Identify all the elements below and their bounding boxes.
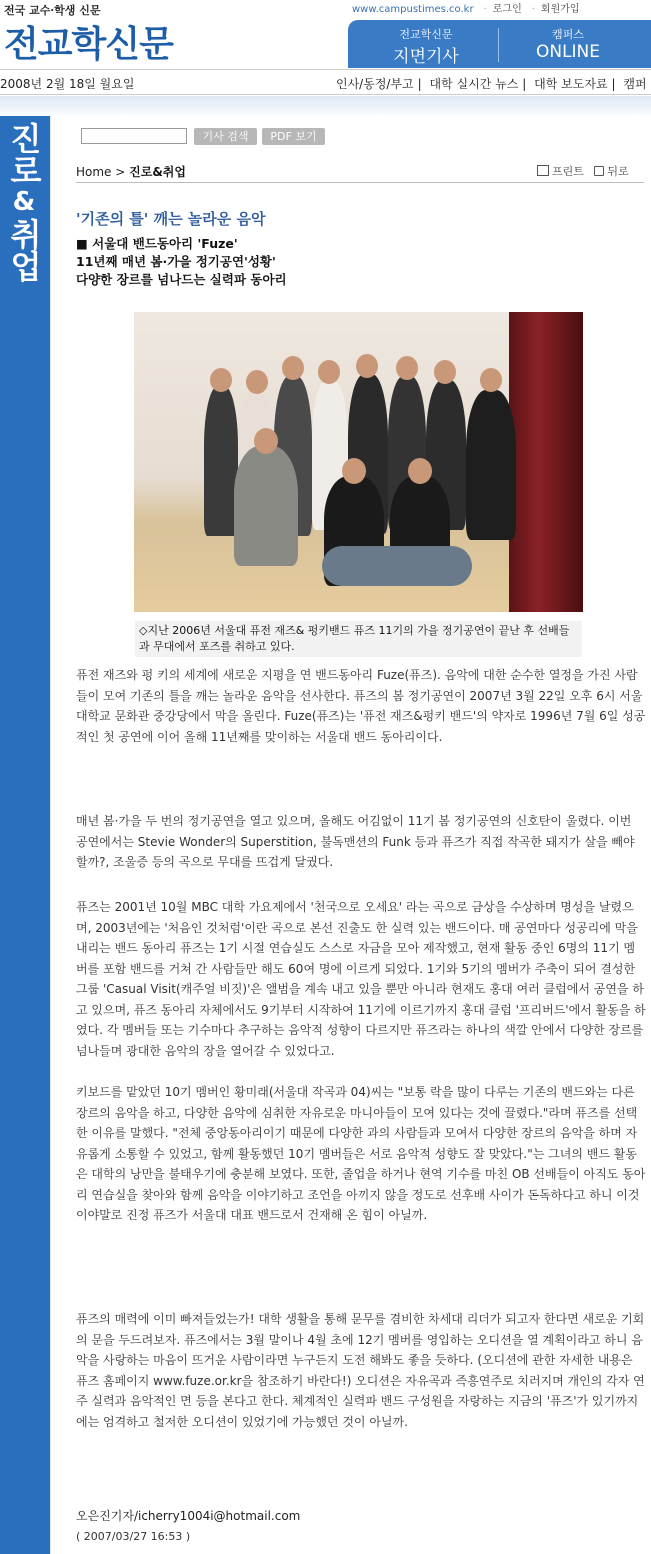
site-tagline: 전국 교수·학생 신문 [4, 4, 101, 17]
section-sidebar [0, 116, 50, 1554]
article-tools [537, 163, 629, 179]
article-subhead-1: ■ 서울대 밴드동아리 'Fuze' [76, 236, 238, 251]
join-link[interactable]: 회원가입 [540, 4, 580, 15]
breadcrumb-home[interactable]: Home [76, 165, 112, 179]
section-tabs [348, 20, 651, 68]
pdf-view-button[interactable]: PDF 보기 [262, 128, 325, 145]
article-subhead-3: 다양한 장르를 넘나드는 실력파 동아리 [76, 272, 287, 287]
article-paragraph: 퓨즈의 매력에 이미 빠져들었는가! 대학 생활을 통해 문무를 겸비한 차세대 리더가 되고자 한다면 새로운 기회의 문을 두드려보자. 퓨즈에서는 3월 말이나 4월 초에 12기 멤버를 영입하는 오디션을 열 계획이라고 하니 음악을 사랑하는 마음이 뜨거운 사람이라면 누구든지 도전 해봐도 좋을 듯하다. (오디션에 관한 자세한 내용은 퓨즈 홈페이지 www.fuze.or.kr을 참조하기 바란다!) 오디션은 자유곡과 즉흥연주로 치러지며 개인의 각자 연주 실력과 음악적인 면 등을 본다고 한다. 체계적인 실력파 밴드 구성원을 자랑하는 지금의 '퓨즈'가 있기까지에는 엄격하고 철저한 오디션이 있었기에 가능했던 것이 아닐까. [76, 1312, 645, 1429]
news-links: 인사/동정/부고 | 대학 실시간 뉴스 | 대학 보도자료 | 캠퍼 [336, 77, 647, 91]
article-paragraph: 퓨전 재즈와 펑 키의 세계에 새로운 지평을 연 밴드동아리 Fuze(퓨즈). 음악에 대한 순수한 열정을 가진 사람들이 모여 기존의 틀을 깨는 놀라운 음악을 선사한다. 퓨즈의 봄 정기공연이 2007년 3월 22일 오후 6시 서울대학교 문화관 중강당에서 막을 올린다. Fuze(퓨즈)는 '퓨전 재즈&펑키 밴드'의 약자로 1996년 7월 6일 성공적인 첫 공연에 이어 올해 11년째를 맞이하는 서울대 밴드 동아리이다. [76, 668, 646, 744]
breadcrumb-chevron-icon: > [115, 165, 126, 179]
tab-online[interactable] [498, 26, 638, 62]
news-link-campus[interactable]: 캠퍼 [623, 77, 647, 91]
photo-caption: ◇지난 2006년 서울대 퓨전 재즈& 펑키밴드 퓨즈 11기의 가을 정기공연이 끝난 후 선배들과 무대에서 포즈를 취하고 있다. [135, 621, 582, 657]
tab-online-small: 캠퍼스 [552, 28, 584, 41]
site-logo[interactable]: 전교학신문 [4, 24, 173, 65]
article-author[interactable]: 오은진기자/icherry1004i@hotmail.com [76, 1509, 301, 1523]
article-subhead-2: 11년째 매년 봄·가을 정기공연'성황' [76, 254, 276, 269]
tab-online-big: ONLINE [535, 42, 601, 62]
site-header [0, 0, 651, 68]
photo-band-group [204, 346, 524, 606]
article-photo [134, 312, 583, 612]
article-paragraph: 퓨즈는 2001년 10월 MBC 대학 가요제에서 '천국으로 오세요' 라는 곡으로 금상을 수상하며 명성을 날렸으며, 2003년에는 '처음인 것처럼'이란 곡으로 본선 진출도 한 실력 있는 밴드이다. 매 공연마다 성공리에 막을 내리는 밴드 동아리 퓨즈는 1기 시절 연습실도 스스로 자금을 모아 제작했고, 현재 활동 중인 6명의 11기 멤버를 포함 밴드를 거쳐 간 사람들만 해도 60여 명에 이르게 되었다. 1기와 5기의 멤버가 주축이 되어 결성한 그룹 'Casual Visit(캐주얼 비짓)'은 앨범을 계속 내고 있을 뿐만 아니라 현재도 홍대 여러 클럽에서 공연을 하고 있으며, 퓨즈 동아리 자체에서도 9기부터 시작하여 11기에 이르기까지 홍대 클럽 '프리버드'에서 활동을 하였다. 각 멤버들 또는 기수마다 추구하는 음악적 성향이 다르지만 퓨즈라는 하나의 색깔 안에서 다양한 장르를 넘나들며 광대한 음악의 장을 열어갈 수 있었다고. [76, 900, 646, 1058]
print-link[interactable]: 프린트 [552, 165, 584, 178]
section-title-part2: 취업 [5, 218, 43, 282]
site-url[interactable]: www.campustimes.co.kr [352, 4, 474, 15]
back-icon[interactable] [594, 166, 604, 176]
search-input[interactable] [81, 128, 187, 144]
article-search-button[interactable]: 기사 검색 [194, 128, 257, 145]
tab-print-small: 전교학신문 [399, 28, 453, 41]
current-date: 2008년 2월 18일 월요일 [0, 77, 135, 91]
breadcrumb-section[interactable]: 진로&취업 [129, 165, 186, 179]
section-title-part1: 진로 [5, 122, 43, 186]
news-link-realtime[interactable]: 대학 실시간 뉴스 [429, 77, 519, 91]
date-bar [0, 69, 651, 95]
article-content [50, 116, 651, 1554]
article-subheads [76, 235, 287, 289]
printer-icon[interactable] [537, 165, 549, 176]
news-link-press[interactable]: 대학 보도자료 [534, 77, 608, 91]
breadcrumb-divider [76, 182, 644, 183]
login-link[interactable]: 로그인 [492, 4, 522, 15]
article-paragraph: 매년 봄·가을 두 번의 정기공연을 열고 있으며, 올해도 어김없이 11기 봄 정기공연의 신호탄이 울렸다. 이번 공연에서는 Stevie Wonder의 Superstition, 불독맨션의 Funk 등과 퓨즈가 직접 작곡한 돼지가 살을 빼야할까?, 조울증 등의 곡으로 무대를 뜨겁게 달궜다. [76, 814, 635, 869]
breadcrumb [76, 163, 186, 180]
section-title-amp: & [12, 187, 36, 217]
section-title-vertical [4, 122, 44, 282]
top-links: www.campustimes.co.kr · 로그인 · 회원가입 [352, 4, 580, 15]
tab-print-edition[interactable] [356, 26, 496, 67]
article-paragraph: 키보드를 맡았던 10기 멤버인 황미래(서울대 작곡과 04)씨는 "보통 락을 많이 다루는 기존의 밴드와는 다른 장르의 음악을 하고, 다양한 음악에 심취한 자유로운 마니아들이 모여 있다는 것에 끌렸다."라며 퓨즈를 선택한 이유를 말했다. "전체 중앙동아리이기 때문에 다양한 과의 사람들과 모여서 다양한 장르의 음악을 하며 자유롭게 소통할 수 있었고, 함께 활동했던 10기 멤버들은 서로 음악적 성향도 잘 맞았다."는 그녀의 밴드 활동은 대학의 낭만을 불태우기에 충분해 보였다. 또한, 졸업을 하거나 현역 기수를 마친 OB 선배들이 아직도 동아리 연습실을 찾아와 함께 음악을 이야기하고 조언을 아끼지 않을 정도로 선후배 사이가 돈독하다고 하니 이것이야말로 진정 퓨즈가 서울대 대표 밴드로서 건재해 온 힘이 아닐까. [76, 1085, 646, 1222]
header-strip [0, 96, 651, 116]
back-link[interactable]: 뒤로 [607, 165, 629, 178]
article-headline: '기존의 틀' 깨는 놀라운 음악 [76, 210, 266, 228]
news-link-personnel[interactable]: 인사/동정/부고 [336, 77, 414, 91]
article-timestamp: ( 2007/03/27 16:53 ) [76, 1530, 191, 1543]
tab-print-big: 지면기사 [393, 47, 459, 67]
